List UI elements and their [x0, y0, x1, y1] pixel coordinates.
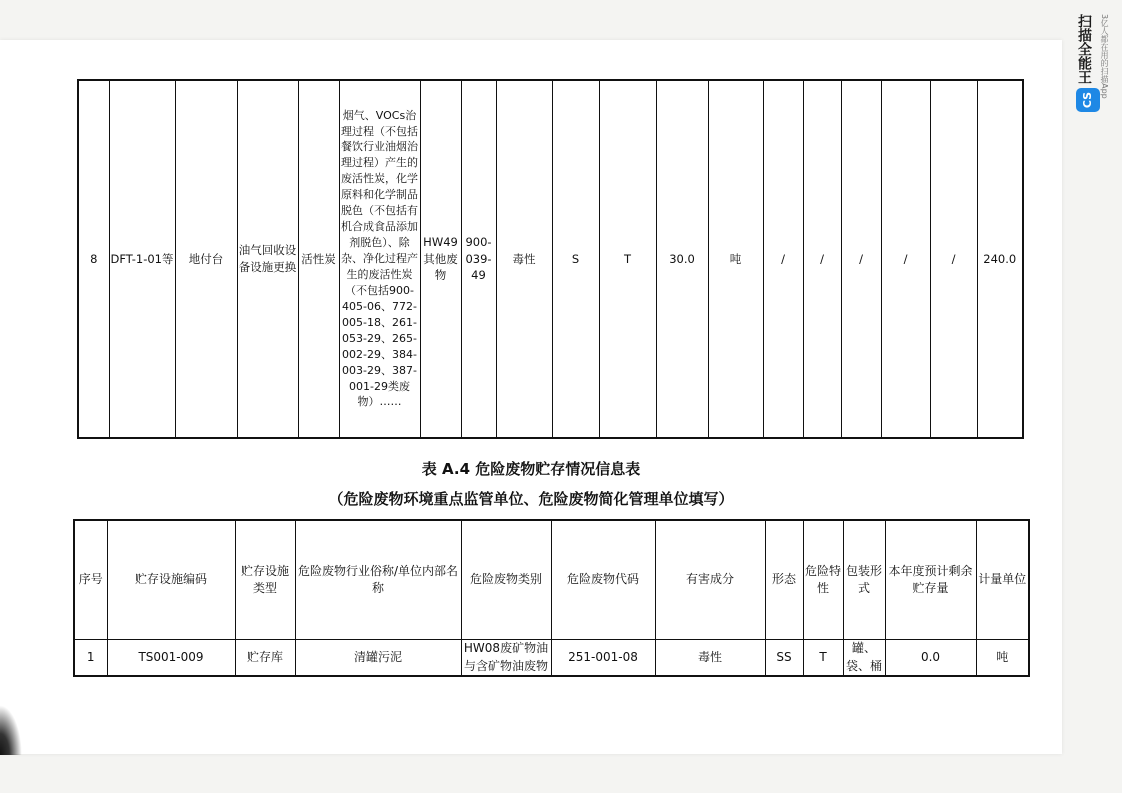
table-header-row [74, 520, 1029, 640]
scanner-watermark [1062, 0, 1122, 793]
cell-form: S [552, 80, 599, 438]
table-row [74, 640, 1029, 677]
cell-package: 罐、袋、桶 [843, 640, 885, 677]
cell-unit: 吨 [708, 80, 763, 438]
cell-slash: / [841, 80, 881, 438]
cell-harmful: 毒性 [655, 640, 765, 677]
header-property: 危险特性 [803, 520, 843, 640]
watermark-slogan: 3亿人都在用的扫描App [1100, 14, 1109, 99]
cell-property: T [599, 80, 656, 438]
cell-facility-type: 贮存库 [235, 640, 295, 677]
cell-remaining: 0.0 [885, 640, 976, 677]
header-unit: 计量单位 [976, 520, 1029, 640]
cell-code: 900-039-49 [461, 80, 496, 438]
cell-property: T [803, 640, 843, 677]
cell-category: HW08废矿物油与含矿物油废物 [461, 640, 551, 677]
cell-category: HW49其他废物 [420, 80, 461, 438]
header-harmful: 有害成分 [655, 520, 765, 640]
waste-storage-table [73, 519, 1030, 677]
header-category: 危险废物类别 [461, 520, 551, 640]
cell-slash: / [881, 80, 930, 438]
cell-facility-code: DFT-1-01等 [109, 80, 175, 438]
cell-slash: / [763, 80, 803, 438]
header-waste-name: 危险废物行业俗称/单位内部名称 [295, 520, 461, 640]
table-title: 表 A.4 危险废物贮存情况信息表 [421, 460, 641, 478]
scan-corner-shadow [0, 705, 22, 755]
header-remaining: 本年度预计剩余贮存量 [885, 520, 976, 640]
cell-unit: 吨 [976, 640, 1029, 677]
table-row [78, 80, 1023, 438]
cell-form: SS [765, 640, 803, 677]
header-form: 形态 [765, 520, 803, 640]
cell-process: 油气回收设备设施更换 [237, 80, 298, 438]
cell-slash: / [930, 80, 977, 438]
camscanner-logo-icon: CS [1076, 88, 1100, 112]
cell-seq: 1 [74, 640, 107, 677]
cell-waste-name: 活性炭 [298, 80, 339, 438]
header-facility-type: 贮存设施类型 [235, 520, 295, 640]
cell-facility-code: TS001-009 [107, 640, 235, 677]
cell-quantity: 30.0 [656, 80, 708, 438]
table-subtitle: （危险废物环境重点监管单位、危险废物简化管理单位填写） [328, 490, 734, 508]
waste-production-table [77, 79, 1024, 439]
cell-slash: / [803, 80, 841, 438]
cell-waste-name: 清罐污泥 [295, 640, 461, 677]
header-code: 危险废物代码 [551, 520, 655, 640]
watermark-brand-name: 扫描全能王 [1076, 14, 1092, 84]
header-seq: 序号 [74, 520, 107, 640]
cell-code: 251-001-08 [551, 640, 655, 677]
header-package: 包装形式 [843, 520, 885, 640]
cell-total: 240.0 [977, 80, 1023, 438]
cell-seq: 8 [78, 80, 109, 438]
cell-hazard: 毒性 [496, 80, 552, 438]
header-facility-code: 贮存设施编码 [107, 520, 235, 640]
cell-description: 烟气、VOCs治理过程（不包括餐饮行业油烟治理过程）产生的废活性炭，化学原料和化学制品脱色（不包括有机合成食品添加剂脱色）、除杂、净化过程产生的废活性炭（不包括900-405-06、772-005-18、261-053-29、265-002-29、384-003-29、387-001-29类废物）…… [339, 80, 420, 438]
cell-facility-name: 地付台 [175, 80, 237, 438]
